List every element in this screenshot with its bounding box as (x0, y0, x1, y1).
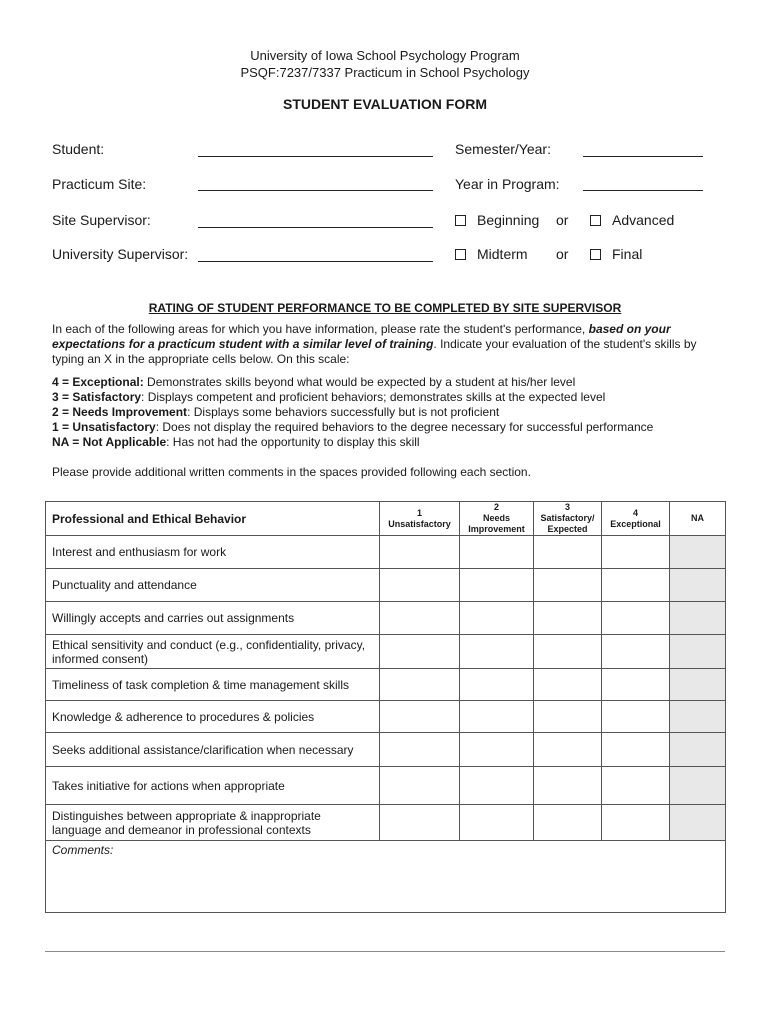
year-in-program-label: Year in Program: (455, 176, 560, 192)
scale-item: 3 = Satisfactory: Displays competent and proficient behaviors; demonstrates skills at the expected level (52, 390, 606, 404)
scale-item: 2 = Needs Improvement: Displays some behaviors successfully but is not proficient (52, 405, 500, 419)
table-row (46, 635, 726, 669)
rating-cell[interactable] (670, 733, 726, 767)
table-row (46, 805, 726, 841)
rating-cell[interactable] (602, 536, 670, 569)
university-supervisor-label: University Supervisor: (52, 246, 189, 262)
rating-cell[interactable] (534, 701, 602, 733)
rating-cell[interactable] (534, 602, 602, 635)
beginning-option[interactable] (455, 212, 539, 228)
instructions-emphasis: based on your expectations for a practicum student with a similar level of training (52, 322, 671, 351)
rating-cell[interactable] (670, 569, 726, 602)
rating-cell[interactable] (460, 635, 534, 669)
rating-cell[interactable] (460, 669, 534, 701)
rating-cell[interactable] (670, 701, 726, 733)
row-label: Takes initiative for actions when appropriate (46, 767, 380, 805)
table-row (46, 701, 726, 733)
table-row (46, 536, 726, 569)
rating-cell[interactable] (602, 701, 670, 733)
checkbox-icon[interactable] (590, 215, 601, 226)
rating-cell[interactable] (460, 767, 534, 805)
checkbox-icon[interactable] (455, 215, 466, 226)
or-text: or (556, 246, 569, 262)
rating-cell[interactable] (380, 669, 460, 701)
university-supervisor-input-line[interactable] (198, 261, 433, 262)
rating-cell[interactable] (460, 733, 534, 767)
rating-table (45, 501, 725, 913)
rating-cell[interactable] (602, 569, 670, 602)
row-label: Seeks additional assistance/clarification when necessary (46, 733, 380, 767)
advanced-label: Advanced (612, 212, 675, 228)
footer-divider (45, 951, 725, 952)
year-in-program-input-line[interactable] (583, 190, 703, 191)
scale-item: 4 = Exceptional: Demonstrates skills beyond what would be expected by a student at his/her level (52, 375, 576, 389)
course-name: PSQF:7237/7337 Practicum in School Psychology (240, 65, 530, 80)
rating-cell[interactable] (602, 805, 670, 841)
col-na: NA (670, 502, 726, 536)
comments-field[interactable]: Comments: (46, 841, 726, 913)
rating-cell[interactable] (380, 767, 460, 805)
table-row (46, 669, 726, 701)
beginning-label: Beginning (477, 212, 540, 228)
rating-cell[interactable] (460, 602, 534, 635)
program-name: University of Iowa School Psychology Program (250, 48, 520, 63)
form-header (0, 47, 770, 81)
row-label: Ethical sensitivity and conduct (e.g., confidentiality, privacy, informed consent) (46, 635, 380, 669)
rating-cell[interactable] (380, 536, 460, 569)
table-row (46, 569, 726, 602)
site-supervisor-label: Site Supervisor: (52, 212, 151, 228)
rating-cell[interactable] (460, 805, 534, 841)
rating-cell[interactable] (670, 536, 726, 569)
row-label: Interest and enthusiasm for work (46, 536, 380, 569)
instructions-part1: In each of the following areas for which you have information, please rate the student's performance, (52, 322, 589, 336)
student-label: Student: (52, 141, 105, 157)
rating-cell[interactable] (670, 602, 726, 635)
row-label: Punctuality and attendance (46, 569, 380, 602)
checkbox-icon[interactable] (590, 249, 601, 260)
rating-cell[interactable] (380, 701, 460, 733)
scale-item: NA = Not Applicable: Has not had the opportunity to display this skill (52, 435, 420, 449)
site-supervisor-input-line[interactable] (198, 227, 433, 228)
rating-cell[interactable] (670, 767, 726, 805)
advanced-option[interactable] (590, 212, 674, 228)
practicum-site-input-line[interactable] (198, 190, 433, 191)
midterm-label: Midterm (477, 246, 528, 262)
rating-cell[interactable] (602, 602, 670, 635)
col-unsatisfactory: 1 Unsatisfactory (380, 502, 460, 536)
checkbox-icon[interactable] (455, 249, 466, 260)
rating-cell[interactable] (380, 602, 460, 635)
col-exceptional: 4 Exceptional (602, 502, 670, 536)
rating-cell[interactable] (670, 635, 726, 669)
rating-cell[interactable] (602, 767, 670, 805)
rating-cell[interactable] (602, 635, 670, 669)
rating-cell[interactable] (534, 669, 602, 701)
final-label: Final (612, 246, 643, 262)
practicum-site-label: Practicum Site: (52, 176, 147, 192)
comments-row (46, 841, 726, 913)
student-input-line[interactable] (198, 156, 433, 157)
rating-cell[interactable] (380, 635, 460, 669)
table-title: Professional and Ethical Behavior (46, 502, 380, 536)
rating-cell[interactable] (602, 669, 670, 701)
rating-cell[interactable] (534, 635, 602, 669)
rating-cell[interactable] (534, 767, 602, 805)
table-row (46, 602, 726, 635)
instructions-paragraph (52, 322, 717, 367)
rating-cell[interactable] (670, 669, 726, 701)
rating-cell[interactable] (534, 733, 602, 767)
form-title: STUDENT EVALUATION FORM (282, 96, 488, 112)
row-label: Timeliness of task completion & time management skills (46, 669, 380, 701)
rating-cell[interactable] (380, 569, 460, 602)
rating-cell[interactable] (602, 733, 670, 767)
scale-item: 1 = Unsatisfactory: Does not display the required behaviors to the degree necessary for successful performance (52, 420, 654, 434)
table-row (46, 767, 726, 805)
section-title: RATING OF STUDENT PERFORMANCE TO BE COMPLETED BY SITE SUPERVISOR (148, 301, 622, 315)
midterm-option[interactable] (455, 246, 528, 262)
rating-cell[interactable] (380, 733, 460, 767)
col-satisfactory: 3 Satisfactory/ Expected (534, 502, 602, 536)
rating-cell[interactable] (460, 536, 534, 569)
rating-cell[interactable] (534, 569, 602, 602)
rating-cell[interactable] (380, 805, 460, 841)
final-option[interactable] (590, 246, 642, 262)
rating-cell[interactable] (534, 805, 602, 841)
rating-cell[interactable] (460, 701, 534, 733)
row-label: Knowledge & adherence to procedures & policies (46, 701, 380, 733)
row-label: Distinguishes between appropriate & inappropriate language and demeanor in professional contexts (46, 805, 380, 841)
rating-cell[interactable] (670, 805, 726, 841)
semester-year-label: Semester/Year: (455, 141, 551, 157)
rating-cell[interactable] (534, 536, 602, 569)
instructions-part2: . Indicate your evaluation of the student's skills by typing an X in the appropriate cells below. On this scale: (52, 337, 697, 366)
rating-cell[interactable] (460, 569, 534, 602)
row-label: Willingly accepts and carries out assignments (46, 602, 380, 635)
table-row (46, 733, 726, 767)
comments-note: Please provide additional written comments in the spaces provided following each section. (52, 465, 531, 479)
or-text: or (556, 212, 569, 228)
col-needs-improvement: 2 Needs Improvement (460, 502, 534, 536)
semester-year-input-line[interactable] (583, 156, 703, 157)
